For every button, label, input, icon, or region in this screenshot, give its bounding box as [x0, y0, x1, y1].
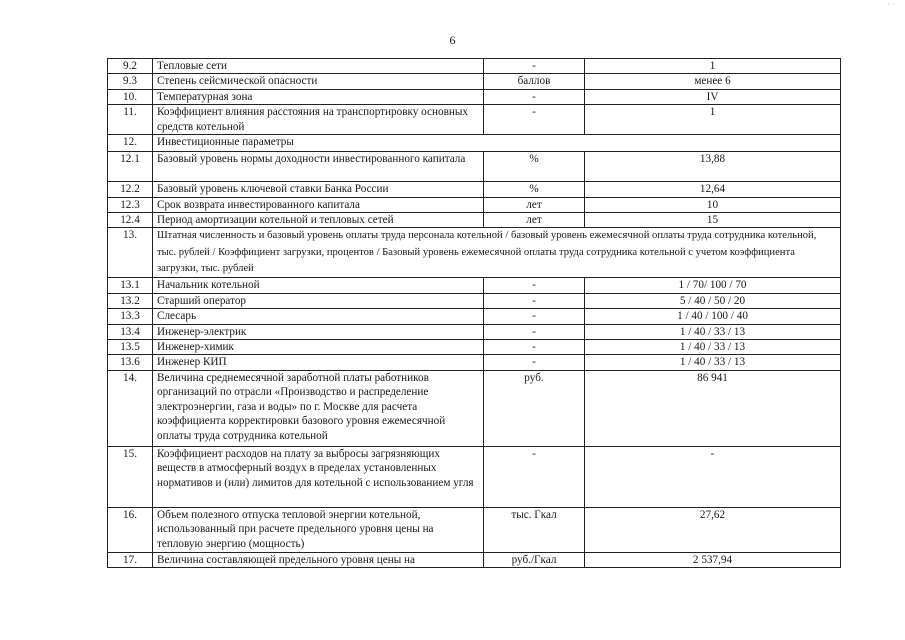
- table-row: [108, 370, 841, 446]
- table-row: [108, 446, 841, 507]
- row-name: Базовый уровень нормы доходности инвестированного капитала: [153, 152, 484, 182]
- row-unit: -: [484, 324, 585, 339]
- row-number: 13.4: [108, 324, 153, 339]
- table-row: [108, 278, 841, 293]
- row-value: 1: [585, 105, 841, 135]
- row-name: Тепловые сети: [153, 59, 484, 74]
- row-number: 12.4: [108, 213, 153, 228]
- row-value: 2 537,94: [585, 552, 841, 567]
- row-value: 1 / 40 / 33 / 13: [585, 324, 841, 339]
- table-row: [108, 59, 841, 74]
- row-unit: тыс. Гкал: [484, 507, 585, 552]
- row-number: 13.2: [108, 293, 153, 308]
- row-name: Начальник котельной: [153, 278, 484, 293]
- row-value: 13,88: [585, 152, 841, 182]
- table-row: [108, 507, 841, 552]
- row-number: 10.: [108, 89, 153, 104]
- row-number: 9.3: [108, 74, 153, 89]
- row-name: Инвестиционные параметры: [153, 135, 841, 152]
- row-unit: %: [484, 152, 585, 182]
- row-number: 12.1: [108, 152, 153, 182]
- row-number: 13.1: [108, 278, 153, 293]
- row-value: 86 941: [585, 370, 841, 446]
- row-value: 10: [585, 197, 841, 212]
- table-row: [108, 135, 841, 152]
- table-row: [108, 105, 841, 135]
- row-unit: руб.: [484, 370, 585, 446]
- row-unit: баллов: [484, 74, 585, 89]
- row-name: Штатная численность и базовый уровень оплаты труда персонала котельной / базовый уровень ежемесячной оплаты труда сотрудника котельной, тыс. рублей / Коэффициент загрузки, процентов / Базовый уровень ежемесячной оплаты труда сотрудника котельной с учетом коэффициента загрузки, тыс. рублей: [153, 228, 841, 278]
- row-number: 9.2: [108, 59, 153, 74]
- row-number: 12.3: [108, 197, 153, 212]
- table-row: [108, 340, 841, 355]
- row-value: 1 / 40 / 100 / 40: [585, 309, 841, 324]
- row-unit: -: [484, 105, 585, 135]
- row-unit: руб./Гкал: [484, 552, 585, 567]
- row-value: IV: [585, 89, 841, 104]
- row-unit: %: [484, 182, 585, 197]
- row-name: Слесарь: [153, 309, 484, 324]
- row-name: Коэффициент влияния расстояния на транспортировку основных средств котельной: [153, 105, 484, 135]
- row-value: менее 6: [585, 74, 841, 89]
- row-value: -: [585, 446, 841, 507]
- row-number: 15.: [108, 446, 153, 507]
- row-number: 14.: [108, 370, 153, 446]
- row-unit: -: [484, 59, 585, 74]
- page-number: 6: [449, 33, 456, 47]
- table-row: [108, 309, 841, 324]
- row-value: 1 / 70/ 100 / 70: [585, 278, 841, 293]
- table-row: [108, 197, 841, 212]
- parameters-table: [107, 58, 841, 568]
- row-unit: -: [484, 340, 585, 355]
- row-name: Инженер-электрик: [153, 324, 484, 339]
- row-number: 13.6: [108, 355, 153, 370]
- row-unit: лет: [484, 197, 585, 212]
- table-row: [108, 182, 841, 197]
- corner-mark: · ·: [887, 0, 895, 9]
- table-row: [108, 552, 841, 567]
- table-row: [108, 89, 841, 104]
- table-row: [108, 324, 841, 339]
- row-value: 12,64: [585, 182, 841, 197]
- row-number: 16.: [108, 507, 153, 552]
- table-row: [108, 355, 841, 370]
- row-name: Период амортизации котельной и тепловых сетей: [153, 213, 484, 228]
- row-name: Срок возврата инвестированного капитала: [153, 197, 484, 212]
- row-number: 11.: [108, 105, 153, 135]
- row-name: Объем полезного отпуска тепловой энергии котельной, использованный при расчете предельного уровня цены на тепловую энергию (мощность): [153, 507, 484, 552]
- row-unit: -: [484, 309, 585, 324]
- row-unit: -: [484, 355, 585, 370]
- table-row: [108, 293, 841, 308]
- row-name: Базовый уровень ключевой ставки Банка России: [153, 182, 484, 197]
- row-name: Температурная зона: [153, 89, 484, 104]
- row-unit: -: [484, 446, 585, 507]
- row-number: 17.: [108, 552, 153, 567]
- table-row: [108, 213, 841, 228]
- table-row: [108, 74, 841, 89]
- row-value: 27,62: [585, 507, 841, 552]
- row-name: Инженер КИП: [153, 355, 484, 370]
- row-number: 13.5: [108, 340, 153, 355]
- row-unit: -: [484, 89, 585, 104]
- row-value: 1 / 40 / 33 / 13: [585, 355, 841, 370]
- row-unit: лет: [484, 213, 585, 228]
- table-row: [108, 228, 841, 278]
- row-number: 13.: [108, 228, 153, 278]
- row-number: 12.2: [108, 182, 153, 197]
- row-name: Старший оператор: [153, 293, 484, 308]
- table-row: [108, 152, 841, 182]
- row-name: Величина составляющей предельного уровня цены на: [153, 552, 484, 567]
- row-name: Степень сейсмической опасности: [153, 74, 484, 89]
- row-name: Величина среднемесячной заработной платы работников организаций по отрасли «Производство и распределение электроэнергии, газа и воды» по г. Москве для расчета коэффициента корректировки базового уровня ежемесячной оплаты труда сотрудника котельной: [153, 370, 484, 446]
- row-unit: -: [484, 293, 585, 308]
- row-unit: -: [484, 278, 585, 293]
- row-number: 13.3: [108, 309, 153, 324]
- row-name: Коэффициент расходов на плату за выбросы загрязняющих веществ в атмосферный воздух в пределах установленных нормативов и (или) лимитов для котельной с использованием угля: [153, 446, 484, 507]
- row-value: 15: [585, 213, 841, 228]
- row-number: 12.: [108, 135, 153, 152]
- row-name: Инженер-химик: [153, 340, 484, 355]
- row-value: 1 / 40 / 33 / 13: [585, 340, 841, 355]
- row-value: 5 / 40 / 50 / 20: [585, 293, 841, 308]
- row-value: 1: [585, 59, 841, 74]
